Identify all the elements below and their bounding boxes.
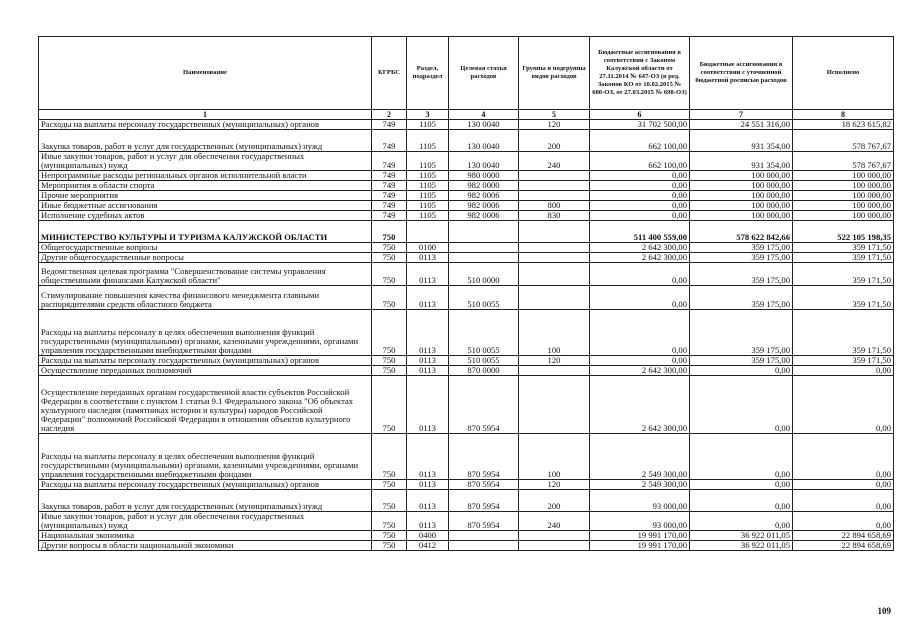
row-section: 0412 bbox=[407, 541, 449, 551]
row-name: Осуществление переданных органам государственной власти субъектов Российской Федерации в соответствии с пунктом 1 статьи 9.1 Федерального закона "Об объектах культурного наследия (памятниках истории и культуры) народов Российской Федерации" полномочий Российской Федерации в отношении объектов культурного наследия bbox=[39, 376, 372, 434]
row-refined: 931 354,00 bbox=[690, 152, 793, 171]
row-target: 510 0000 bbox=[449, 263, 519, 286]
row-refined: 359 175,00 bbox=[690, 286, 793, 310]
header-refined: Бюджетные ассигнования в соответствии с уточненной бюджетной росписью расходов bbox=[690, 37, 793, 110]
row-law: 19 991 170,00 bbox=[590, 541, 690, 551]
row-group: 100 bbox=[519, 434, 590, 480]
row-executed: 522 105 198,35 bbox=[793, 221, 894, 243]
row-target: 982 0006 bbox=[449, 191, 519, 201]
row-group: 200 bbox=[519, 490, 590, 512]
row-kgrbs: 749 bbox=[372, 171, 407, 181]
table-row bbox=[39, 201, 894, 211]
row-name: Осуществление переданных полномочий bbox=[39, 366, 372, 376]
row-section: 1105 bbox=[407, 120, 449, 130]
row-executed: 100 000,00 bbox=[793, 201, 894, 211]
row-name: Расходы на выплаты персоналу в целях обеспечения выполнения функций государственными (муниципальными) органами, казенными учреждениями, органами управления государственными внебюджетными фондами bbox=[39, 434, 372, 480]
table-row bbox=[39, 221, 894, 243]
row-section: 1105 bbox=[407, 201, 449, 211]
row-group: 830 bbox=[519, 211, 590, 221]
row-refined: 100 000,00 bbox=[690, 191, 793, 201]
row-group bbox=[519, 286, 590, 310]
row-law: 511 400 559,00 bbox=[590, 221, 690, 243]
row-refined: 578 622 842,66 bbox=[690, 221, 793, 243]
header-target: Целевая статья расходов bbox=[449, 37, 519, 110]
row-target: 870 5954 bbox=[449, 490, 519, 512]
row-section: 0113 bbox=[407, 356, 449, 366]
table-row bbox=[39, 512, 894, 531]
row-name: МИНИСТЕРСТВО КУЛЬТУРЫ И ТУРИЗМА КАЛУЖСКОЙ ОБЛАСТИ bbox=[39, 221, 372, 243]
row-target: 130 0040 bbox=[449, 130, 519, 152]
row-law: 31 702 500,00 bbox=[590, 120, 690, 130]
row-law: 0,00 bbox=[590, 191, 690, 201]
table-row bbox=[39, 181, 894, 191]
row-kgrbs: 750 bbox=[372, 263, 407, 286]
column-number: 5 bbox=[519, 110, 590, 120]
row-kgrbs: 749 bbox=[372, 181, 407, 191]
row-executed: 359 171,50 bbox=[793, 243, 894, 253]
row-section: 0100 bbox=[407, 243, 449, 253]
row-kgrbs: 750 bbox=[372, 480, 407, 490]
row-refined: 0,00 bbox=[690, 376, 793, 434]
row-kgrbs: 750 bbox=[372, 310, 407, 356]
row-executed: 100 000,00 bbox=[793, 211, 894, 221]
row-executed: 359 171,50 bbox=[793, 286, 894, 310]
row-target: 982 0000 bbox=[449, 181, 519, 191]
row-name: Мероприятия в области спорта bbox=[39, 181, 372, 191]
row-name: Другие вопросы в области национальной экономики bbox=[39, 541, 372, 551]
row-kgrbs: 750 bbox=[372, 512, 407, 531]
row-law: 0,00 bbox=[590, 211, 690, 221]
row-name: Закупка товаров, работ и услуг для государственных (муниципальных) нужд bbox=[39, 130, 372, 152]
row-refined: 100 000,00 bbox=[690, 211, 793, 221]
row-executed: 0,00 bbox=[793, 376, 894, 434]
column-number: 8 bbox=[793, 110, 894, 120]
row-name: Расходы на выплаты персоналу государственных (муниципальных) органов bbox=[39, 120, 372, 130]
row-group bbox=[519, 253, 590, 263]
row-group bbox=[519, 541, 590, 551]
row-target bbox=[449, 243, 519, 253]
row-section: 0113 bbox=[407, 310, 449, 356]
table-row bbox=[39, 531, 894, 541]
row-group: 240 bbox=[519, 152, 590, 171]
row-name: Расходы на выплаты персоналу в целях обеспечения выполнения функций государственными (муниципальными) органами, казенными учреждениями, органами управления государственными внебюджетными фондами bbox=[39, 310, 372, 356]
row-kgrbs: 749 bbox=[372, 130, 407, 152]
table-row bbox=[39, 490, 894, 512]
row-group bbox=[519, 531, 590, 541]
row-executed: 0,00 bbox=[793, 490, 894, 512]
row-law: 2 642 300,00 bbox=[590, 253, 690, 263]
row-executed: 22 894 658,69 bbox=[793, 541, 894, 551]
row-section: 0113 bbox=[407, 376, 449, 434]
row-kgrbs: 749 bbox=[372, 152, 407, 171]
row-target: 982 0006 bbox=[449, 211, 519, 221]
row-kgrbs: 750 bbox=[372, 490, 407, 512]
row-executed: 100 000,00 bbox=[793, 171, 894, 181]
row-group: 100 bbox=[519, 310, 590, 356]
column-number: 7 bbox=[690, 110, 793, 120]
row-name: Иные закупки товаров, работ и услуг для обеспечения государственных (муниципальных) нужд bbox=[39, 512, 372, 531]
row-refined: 100 000,00 bbox=[690, 181, 793, 191]
row-section: 0113 bbox=[407, 490, 449, 512]
row-law: 93 000,00 bbox=[590, 512, 690, 531]
row-executed: 359 171,50 bbox=[793, 356, 894, 366]
row-kgrbs: 750 bbox=[372, 243, 407, 253]
row-section: 0113 bbox=[407, 263, 449, 286]
table-row bbox=[39, 120, 894, 130]
row-refined: 0,00 bbox=[690, 480, 793, 490]
row-group: 120 bbox=[519, 480, 590, 490]
row-executed: 578 767,67 bbox=[793, 152, 894, 171]
row-kgrbs: 750 bbox=[372, 434, 407, 480]
row-kgrbs: 750 bbox=[372, 541, 407, 551]
row-target: 510 0055 bbox=[449, 286, 519, 310]
row-refined: 0,00 bbox=[690, 434, 793, 480]
row-group: 240 bbox=[519, 512, 590, 531]
table-row bbox=[39, 191, 894, 201]
header-executed: Исполнено bbox=[793, 37, 894, 110]
row-target: 130 0040 bbox=[449, 152, 519, 171]
table-row bbox=[39, 376, 894, 434]
row-section: 1105 bbox=[407, 191, 449, 201]
row-kgrbs: 750 bbox=[372, 286, 407, 310]
row-refined: 359 175,00 bbox=[690, 253, 793, 263]
row-section: 0113 bbox=[407, 253, 449, 263]
row-refined: 36 922 011,05 bbox=[690, 531, 793, 541]
row-target: 870 5954 bbox=[449, 512, 519, 531]
table-row bbox=[39, 243, 894, 253]
row-target: 870 5954 bbox=[449, 480, 519, 490]
table-row bbox=[39, 211, 894, 221]
row-law: 93 000,00 bbox=[590, 490, 690, 512]
table-row bbox=[39, 263, 894, 286]
column-number: 1 bbox=[39, 110, 372, 120]
row-law: 0,00 bbox=[590, 201, 690, 211]
table-row bbox=[39, 171, 894, 181]
row-kgrbs: 750 bbox=[372, 366, 407, 376]
row-section: 0400 bbox=[407, 531, 449, 541]
row-name: Расходы на выплаты персоналу государственных (муниципальных) органов bbox=[39, 480, 372, 490]
row-target bbox=[449, 221, 519, 243]
row-kgrbs: 749 bbox=[372, 211, 407, 221]
row-section bbox=[407, 221, 449, 243]
row-kgrbs: 750 bbox=[372, 221, 407, 243]
row-name: Непрограммные расходы региональных органов исполнительной власти bbox=[39, 171, 372, 181]
table-row bbox=[39, 541, 894, 551]
row-group: 800 bbox=[519, 201, 590, 211]
row-target: 982 0006 bbox=[449, 201, 519, 211]
row-section: 1105 bbox=[407, 181, 449, 191]
row-law: 0,00 bbox=[590, 356, 690, 366]
row-executed: 100 000,00 bbox=[793, 191, 894, 201]
row-law: 0,00 bbox=[590, 263, 690, 286]
header-row bbox=[39, 37, 894, 110]
row-target: 870 0000 bbox=[449, 366, 519, 376]
row-law: 0,00 bbox=[590, 310, 690, 356]
row-name: Расходы на выплаты персоналу государственных (муниципальных) органов bbox=[39, 356, 372, 366]
row-refined: 0,00 bbox=[690, 366, 793, 376]
row-section: 0113 bbox=[407, 434, 449, 480]
row-target: 510 0055 bbox=[449, 356, 519, 366]
header-group: Группы и подгруппы видов расходов bbox=[519, 37, 590, 110]
table-row bbox=[39, 310, 894, 356]
row-group bbox=[519, 376, 590, 434]
row-group bbox=[519, 366, 590, 376]
row-section: 0113 bbox=[407, 480, 449, 490]
table-row bbox=[39, 434, 894, 480]
row-law: 0,00 bbox=[590, 286, 690, 310]
row-target: 870 5954 bbox=[449, 376, 519, 434]
column-number: 6 bbox=[590, 110, 690, 120]
row-kgrbs: 750 bbox=[372, 531, 407, 541]
row-section: 0113 bbox=[407, 366, 449, 376]
row-section: 0113 bbox=[407, 512, 449, 531]
row-executed: 0,00 bbox=[793, 434, 894, 480]
row-kgrbs: 749 bbox=[372, 120, 407, 130]
row-target: 980 0000 bbox=[449, 171, 519, 181]
row-refined: 36 922 011,05 bbox=[690, 541, 793, 551]
table-row bbox=[39, 366, 894, 376]
row-target bbox=[449, 253, 519, 263]
row-kgrbs: 749 bbox=[372, 201, 407, 211]
row-section: 1105 bbox=[407, 171, 449, 181]
row-group bbox=[519, 221, 590, 243]
row-executed: 0,00 bbox=[793, 512, 894, 531]
row-law: 19 991 170,00 bbox=[590, 531, 690, 541]
row-section: 1105 bbox=[407, 130, 449, 152]
table-row bbox=[39, 130, 894, 152]
table-row bbox=[39, 253, 894, 263]
header-section: Раздел, подраздел bbox=[407, 37, 449, 110]
row-group: 200 bbox=[519, 130, 590, 152]
row-refined: 100 000,00 bbox=[690, 171, 793, 181]
row-group bbox=[519, 243, 590, 253]
table-row bbox=[39, 286, 894, 310]
row-kgrbs: 750 bbox=[372, 356, 407, 366]
row-target bbox=[449, 531, 519, 541]
header-name: Наименование bbox=[39, 37, 372, 110]
row-law: 662 100,00 bbox=[590, 130, 690, 152]
row-refined: 359 175,00 bbox=[690, 243, 793, 253]
row-law: 2 549 300,00 bbox=[590, 480, 690, 490]
column-number: 3 bbox=[407, 110, 449, 120]
row-kgrbs: 750 bbox=[372, 376, 407, 434]
row-law: 2 642 300,00 bbox=[590, 243, 690, 253]
row-executed: 18 623 615,82 bbox=[793, 120, 894, 130]
row-executed: 22 894 658,69 bbox=[793, 531, 894, 541]
row-refined: 100 000,00 bbox=[690, 201, 793, 211]
row-target bbox=[449, 541, 519, 551]
row-kgrbs: 750 bbox=[372, 253, 407, 263]
row-name: Закупка товаров, работ и услуг для государственных (муниципальных) нужд bbox=[39, 490, 372, 512]
row-refined: 931 354,00 bbox=[690, 130, 793, 152]
table-body bbox=[39, 120, 894, 551]
row-law: 0,00 bbox=[590, 181, 690, 191]
row-name: Иные закупки товаров, работ и услуг для обеспечения государственных (муниципальных) нужд bbox=[39, 152, 372, 171]
row-target: 510 0055 bbox=[449, 310, 519, 356]
row-group bbox=[519, 181, 590, 191]
row-executed: 359 171,50 bbox=[793, 253, 894, 263]
row-name: Стимулирование повышения качества финансового менеджмента главными распорядителями средств областного бюджета bbox=[39, 286, 372, 310]
table-row bbox=[39, 356, 894, 366]
row-group: 120 bbox=[519, 356, 590, 366]
page-number: 109 bbox=[877, 606, 891, 616]
column-number: 4 bbox=[449, 110, 519, 120]
row-name: Общегосударственные вопросы bbox=[39, 243, 372, 253]
header-kgrbs: КГРБС bbox=[372, 37, 407, 110]
row-name: Прочие мероприятия bbox=[39, 191, 372, 201]
row-executed: 0,00 bbox=[793, 480, 894, 490]
row-refined: 0,00 bbox=[690, 490, 793, 512]
row-refined: 359 175,00 bbox=[690, 310, 793, 356]
table-row bbox=[39, 152, 894, 171]
row-kgrbs: 749 bbox=[372, 191, 407, 201]
row-law: 662 100,00 bbox=[590, 152, 690, 171]
row-section: 1105 bbox=[407, 152, 449, 171]
row-name: Другие общегосударственные вопросы bbox=[39, 253, 372, 263]
row-law: 2 642 300,00 bbox=[590, 376, 690, 434]
row-refined: 359 175,00 bbox=[690, 356, 793, 366]
row-target: 870 5954 bbox=[449, 434, 519, 480]
row-law: 2 642 300,00 bbox=[590, 366, 690, 376]
row-name: Ведомственная целевая программа "Совершенствование системы управления общественными финансами Калужской области" bbox=[39, 263, 372, 286]
row-group bbox=[519, 191, 590, 201]
column-number-row bbox=[39, 110, 894, 120]
budget-table bbox=[38, 36, 894, 551]
row-name: Исполнение судебных актов bbox=[39, 211, 372, 221]
row-group bbox=[519, 263, 590, 286]
column-number: 2 bbox=[372, 110, 407, 120]
row-executed: 359 171,50 bbox=[793, 263, 894, 286]
row-group bbox=[519, 171, 590, 181]
row-law: 0,00 bbox=[590, 171, 690, 181]
row-refined: 0,00 bbox=[690, 512, 793, 531]
row-law: 2 549 300,00 bbox=[590, 434, 690, 480]
row-executed: 100 000,00 bbox=[793, 181, 894, 191]
row-target: 130 0040 bbox=[449, 120, 519, 130]
header-law: Бюджетные ассигнования в соответствии с Законом Калужской области от 27.11.2014 № 647-ОЗ (в ред. Законов КО от 10.02.2015 № 680-ОЗ, от 27.03.2015 № 698-ОЗ) bbox=[590, 37, 690, 110]
row-section: 1105 bbox=[407, 211, 449, 221]
row-refined: 24 551 316,00 bbox=[690, 120, 793, 130]
row-name: Национальная экономика bbox=[39, 531, 372, 541]
table-row bbox=[39, 480, 894, 490]
row-executed: 359 171,50 bbox=[793, 310, 894, 356]
row-refined: 359 175,00 bbox=[690, 263, 793, 286]
row-executed: 578 767,67 bbox=[793, 130, 894, 152]
row-group: 120 bbox=[519, 120, 590, 130]
row-name: Иные бюджетные ассигнования bbox=[39, 201, 372, 211]
row-section: 0113 bbox=[407, 286, 449, 310]
row-executed: 0,00 bbox=[793, 366, 894, 376]
